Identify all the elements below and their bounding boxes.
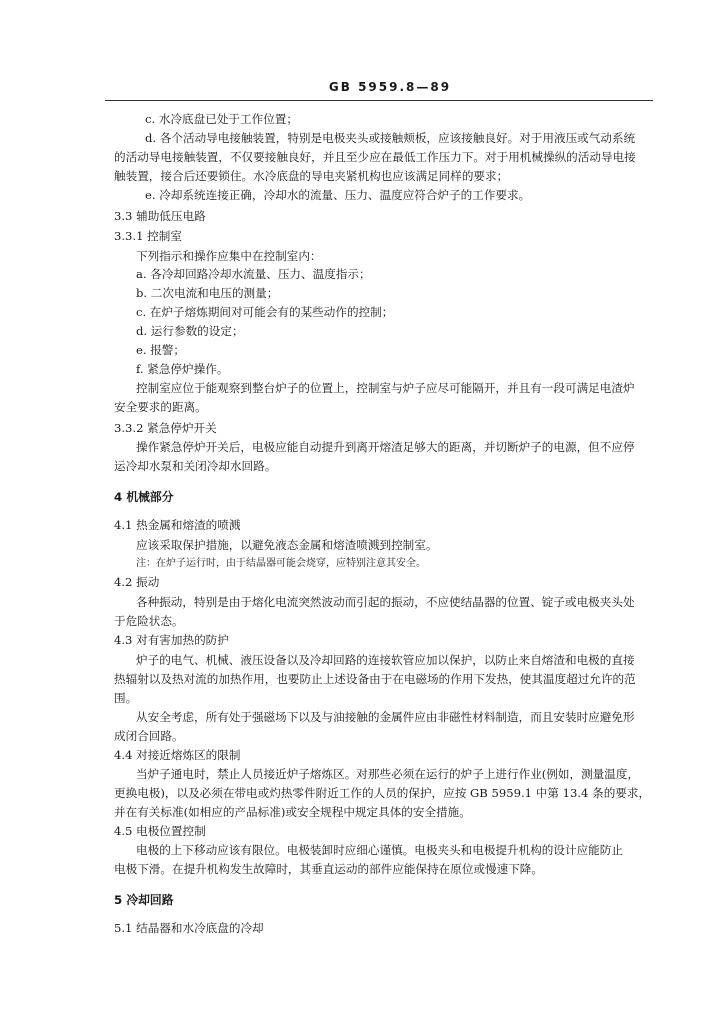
text-line: a. 各冷却回路冷却水流量、压力、温度指示； [136, 267, 371, 281]
text-line: f. 紧急停炉操作。 [136, 362, 229, 376]
text-line: 4.2 振动 [114, 575, 160, 589]
text-line: 的活动导电接触装置，不仅要接触良好，并且至少应在最低工作压力下。对于用机械操纵的活动导电接 [114, 150, 636, 164]
header-rule [105, 100, 653, 101]
text-line: 注：在炉子运行时，由于结晶器可能会烧穿，应特别注意其安全。 [136, 558, 426, 569]
text-line: b. 二次电流和电压的测量； [136, 286, 279, 300]
text-line: 运冷却水泵和关闭冷却水回路。 [114, 459, 277, 473]
text-line: e. 冷却系统连接正确，冷却水的流量、压力、温度应符合炉子的工作要求。 [145, 188, 531, 202]
text-line: 当炉子通电时，禁止人员接近炉子熔炼区。对那些必须在运行的炉子上进行作业(例如，测量温度， [136, 767, 640, 781]
text-line: 应该采取保护措施，以避免液态金属和熔渣喷溅到控制室。 [136, 538, 438, 552]
text-line: 4 机械部分 [114, 490, 174, 504]
text-line: 更换电极)，以及必须在带电或灼热零件附近工作的人员的保护，应按 GB 5959.1 中第 13.4 条的要求， [114, 786, 651, 800]
text-line: 5 冷却回路 [114, 893, 174, 907]
text-line: c. 水冷底盘已处于工作位置； [145, 112, 298, 126]
text-line: 触装置，接合后还要锁住。水冷底盘的导电夹紧机构也应该满足同样的要求； [114, 169, 509, 183]
text-line: 各种振动，特别是由于熔化电流突然波动而引起的振动，不应使结晶器的位置、锭子或电极夹头处 [136, 595, 635, 609]
text-line: 4.4 对接近熔炼区的限制 [114, 748, 241, 762]
text-line: 操作紧急停炉开关后，电极应能自动提升到离开熔渣足够大的距离，并切断炉子的电源，但不应停 [136, 440, 635, 454]
text-line: 安全要求的距离。 [114, 400, 207, 414]
text-line: 3.3.1 控制室 [114, 229, 182, 243]
text-line: 从安全考虑，所有处于强磁场下以及与油接触的金属件应由非磁性材料制造，而且安装时应避免形 [136, 710, 635, 724]
text-line: d. 各个活动导电接触装置，特别是电极夹头或接触颊板，应该接触良好。对于用液压或气动系统 [145, 131, 636, 145]
text-line: d. 运行参数的设定； [136, 324, 244, 338]
text-line: 5.1 结晶器和水冷底盘的冷却 [114, 921, 264, 935]
text-line: 炉子的电气、机械、液压设备以及冷却回路的连接软管应加以保护，以防止来自熔渣和电极的直接 [136, 653, 635, 667]
text-line: e. 报警； [136, 343, 186, 357]
text-line: 3.3.2 紧急停炉开关 [114, 421, 217, 435]
text-line: 并在有关标准(如相应的产品标准)或安全规程中规定具体的安全措施。 [114, 805, 471, 819]
text-line: 3.3 辅助低压电路 [114, 209, 206, 223]
text-line: 4.1 热金属和熔渣的喷溅 [114, 518, 241, 532]
text-line: 4.5 电极位置控制 [114, 824, 206, 838]
text-line: 热辐射以及热对流的加热作用，也要防止上述设备由于在电磁场的作用下发热，使其温度超过允许的范 [114, 672, 636, 686]
text-line: 控制室应位于能观察到整台炉子的位置上，控制室与炉子应尽可能隔开，并且有一段可满足电渣炉 [136, 381, 635, 395]
text-line: 电极的上下移动应该有限位。电极装卸时应细心谨慎。电极夹头和电极提升机构的设计应能防止 [136, 843, 623, 857]
text-line: 成闭合回路。 [114, 729, 184, 743]
text-line: 电极下滑。在提升机构发生故障时，其垂直运动的部件应能保持在原位或慢速下降。 [114, 862, 543, 876]
standard-header: GB 5959.8—89 [328, 80, 452, 94]
text-line: 下列指示和操作应集中在控制室内： [136, 249, 322, 263]
text-line: c. 在炉子熔炼期间对可能会有的某些动作的控制； [136, 305, 394, 319]
text-line: 围。 [114, 691, 138, 705]
text-line: 4.3 对有害加热的防护 [114, 633, 229, 647]
text-line: 于危险状态。 [114, 614, 184, 628]
